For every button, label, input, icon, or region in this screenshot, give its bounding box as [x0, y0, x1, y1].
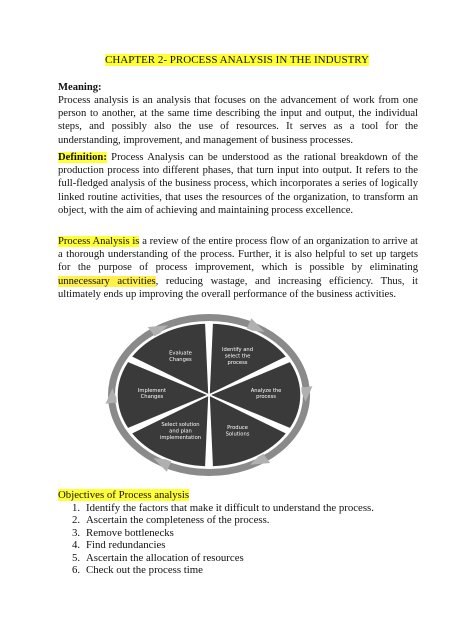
objective-text: Ascertain the allocation of resources	[86, 551, 244, 564]
objective-item	[58, 552, 374, 564]
objective-text: Find redundancies	[86, 539, 166, 552]
objective-number: 4.	[72, 539, 81, 552]
cycle-label-line: Identify and	[222, 347, 254, 354]
objective-number: 2.	[72, 514, 81, 527]
unnecessary-activities-highlight: unnecessary activities	[58, 275, 156, 287]
paragraph3-part1: a review of the entire process flow of an organization to arrive at a thorough understanding of the process. Further, it is also helpful to set up targets for the purpose of process improvement, which is possible by eliminating	[58, 236, 418, 274]
objective-item	[58, 527, 374, 539]
cycle-label-line: Analyze the	[250, 387, 282, 394]
objectives-list	[58, 502, 374, 576]
cycle-group	[106, 314, 313, 476]
chapter-title	[0, 53, 474, 67]
process-analysis-lead: Process Analysis is	[58, 236, 140, 247]
objectives-heading	[58, 489, 189, 502]
cycle-segment-label	[138, 388, 166, 400]
objective-number: 6.	[72, 564, 81, 577]
objective-text: Remove bottlenecks	[86, 526, 174, 539]
cycle-label-line: implementation	[159, 434, 202, 441]
objective-number: 5.	[72, 551, 81, 564]
cycle-segment-label	[226, 425, 250, 437]
paragraph3-part2: , reducing wastage, and increasing efficiency. Thus, it ultimately ends up improving the overall performance of the business activities.	[58, 275, 418, 300]
objective-item	[58, 502, 374, 514]
objective-item	[58, 539, 374, 551]
cycle-label-line: Evaluate	[169, 350, 192, 357]
definition-text: Process Analysis can be understood as the rational breakdown of the production process into different phases, that turn input into output. It refers to the full-fledged analysis of the business process, which incorporates a series of logically linked routine activities, that uses the resources of the organization, to transform an object, with the aim of achieving and maintaining process excellence.	[58, 152, 418, 216]
cycle-label-line: Select solution	[161, 422, 200, 429]
objective-item	[58, 564, 374, 576]
cycle-segment-label	[169, 350, 192, 362]
cycle-label-line: Changes	[140, 394, 164, 401]
cycle-label-line: and plan	[169, 428, 192, 435]
objective-number: 3.	[72, 526, 81, 539]
cycle-label-line: Solutions	[225, 431, 250, 438]
objective-text: Check out the process time	[86, 564, 203, 577]
objective-text: Ascertain the completeness of the process.	[86, 514, 270, 527]
objective-item	[58, 514, 374, 526]
definition-paragraph	[58, 151, 418, 217]
cycle-label-line: Produce	[227, 425, 248, 432]
objective-number: 1.	[72, 502, 81, 514]
meaning-heading: Meaning:	[58, 82, 102, 93]
objectives-heading-text: Objectives of Process analysis	[58, 489, 190, 501]
definition-label: Definition:	[58, 152, 107, 163]
cycle-label-line: process	[256, 394, 277, 401]
cycle-label-line: Changes	[169, 356, 192, 363]
process-cycle-diagram	[69, 313, 349, 478]
cycle-label-line: Implement	[137, 387, 166, 394]
cycle-label-line: select the	[224, 353, 251, 360]
process-analysis-paragraph	[58, 235, 418, 301]
cycle-label-line: process	[227, 359, 248, 366]
objective-text: Identify the factors that make it difficult to understand the process.	[86, 502, 374, 514]
meaning-paragraph: Process analysis is an analysis that focuses on the advancement of work from one person to another, at the same time describing the input and output, the individual steps, and possibly also the use of resources. It serves as a tool for the understanding, improvement, and management of business processes.	[58, 95, 418, 146]
chapter-title-text: CHAPTER 2- PROCESS ANALYSIS IN THE INDUSTRY	[105, 54, 369, 66]
